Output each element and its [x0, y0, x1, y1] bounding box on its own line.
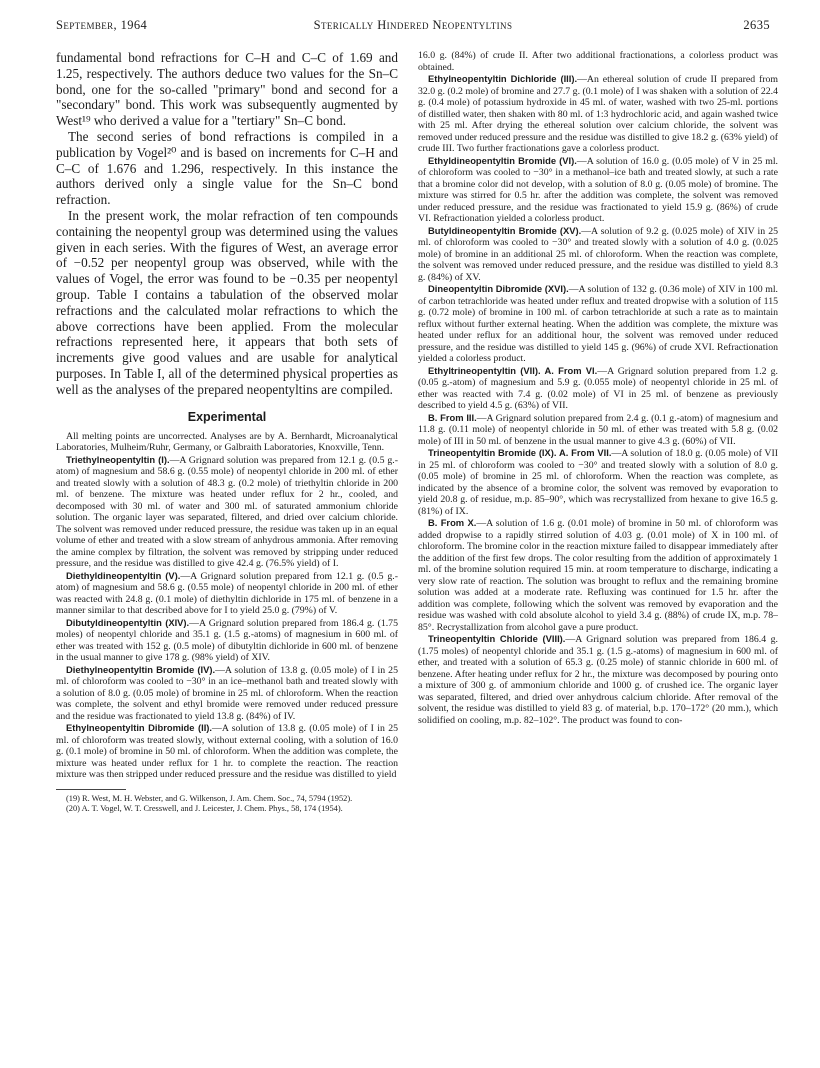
compound-heading: B. From X. — [428, 517, 477, 528]
procedure-text: —A solution of 132 g. (0.36 mole) of XIV in 100 ml. of carbon tetrachloride was heated under reflux and treated dropwise with a solution of 115 g. (0.72 mole) of bromine in 100 ml. of carbon tetrachloride at such a rate as to maintain reflux without further external heating. When the addition was complete, the mixture was heated under reflux for an additional hour, the solvent was removed under reduced pressure, and the residue was distilled to yield 145 g. (96%) of crude XVI. Refractionation yielded a colorless product. — [418, 284, 778, 364]
footnote-divider — [56, 789, 126, 790]
procedure-paragraph — [56, 570, 398, 617]
compound-heading: Dineopentyltin Dibromide (XVI). — [428, 283, 569, 294]
compound-heading: Butyldineopentyltin Bromide (XV). — [428, 224, 582, 236]
compound-heading: Triethylneopentyltin (I). — [66, 453, 170, 465]
experimental-text-continued — [418, 50, 778, 726]
section-heading: Experimental — [187, 409, 267, 424]
procedure-paragraph — [56, 454, 398, 570]
left-column — [56, 50, 398, 1062]
procedure-text: —A Grignard solution prepared from 1.2 g. (0.05 g.-atom) of magnesium and 5.9 g. (0.055 mole) of neopentyl chloride in 25 ml. of ether was reacted with 7.4 g. (0.02 mole) of VI in 25 ml. of benzene as previously described to yield 4.5 g. (63%) of VII. — [418, 365, 778, 411]
procedure-text: —A Grignard solution prepared from 2.4 g. (0.1 g.-atom) of magnesium and 11.8 g. (0.11 mole) of neopentyl chloride in 50 ml. of ether was treated with 5.8 g. (0.02 mole) of III in 50 ml. of benzene in the usual manner to give 4.3 g. (60%) of VII. — [418, 412, 778, 447]
procedure-paragraph — [56, 617, 398, 664]
procedure-paragraph — [418, 633, 778, 726]
page-number: 2635 — [743, 18, 770, 32]
experimental-text — [56, 431, 398, 781]
body-paragraph: fundamental bond refractions for C–H and C–C of 1.69 and 1.25, respectively. The authors deduce two values for the Sn–C bond, one for the so-called "primary" bond and second for a "secondary" bond. This work was subsequently augmented by West¹⁹ who derived a value for a "tertiary" Sn–C bond. — [56, 50, 398, 129]
procedure-paragraph — [56, 664, 398, 723]
procedure-paragraph — [418, 283, 778, 365]
header-title: Sterically Hindered Neopentyltins — [313, 18, 513, 32]
procedure-text: —A solution of 13.8 g. (0.05 mole) of I in 25 ml. of chloroform was cooled to −30° in an ice–methanol bath and treated slowly with a solution of 8.0 g. (0.05 mole) of bromine in 25 ml. of chloroform. When the reaction was complete, the solvent and ethyl bromide were removed under reduced pressure and the residue was fractionated to yield 13.8 g. (84%) of IV. — [56, 664, 398, 722]
procedure-text: —An ethereal solution of crude II prepared from 32.0 g. (0.2 mole) of bromine and 27.7 g. (0.1 mole) of I was shaken with a solution of 22.4 g. (0.4 mole) of potassium hydroxide in 45 ml. of water, washed with two 25-ml. portions of distilled water, then shaken with 80 ml. of 1:3 hydrochloric acid, and again washed twice with 25 ml. After drying the ethereal solution over calcium chloride, the solvent was removed under reduced pressure and the residue was distilled to give 18.2 g. (63% yield) of crude III. Two further fractionations gave a colorless product. — [418, 74, 778, 154]
procedure-text: —A solution of 9.2 g. (0.025 mole) of XIV in 25 ml. of chloroform was cooled to −30° and treated slowly with a solution of 4.0 g. (0.025 mole) of bromine in an additional 25 ml. of chloroform. When the reaction was complete, the solvent was removed under reduced pressure, and the residue was distilled to yield 8.3 g. (84%) of XV. — [418, 225, 778, 283]
procedure-paragraph — [418, 447, 778, 517]
body-paragraph: The second series of bond refractions is compiled in a publication by Vogel²⁰ and is based on increments for C–H and C–C of 1.676 and 1.296, respectively. In this instance the authors derived only a single value for the Sn–C bond refraction. — [56, 128, 398, 208]
footnote: (19) R. West, M. H. Webster, and G. Wilkenson, J. Am. Chem. Soc., 74, 5794 (1952). — [66, 793, 353, 803]
header-date: September, 1964 — [56, 18, 148, 32]
experimental-intro: All melting points are uncorrected. Analyses are by A. Bernhardt, Microanalytical Laboratories, Mulheim/Ruhr, Germany, or Galbraith Laboratories, Knoxville, Tenn. — [56, 430, 398, 454]
body-paragraph: In the present work, the molar refraction of ten compounds containing the neopentyl group was determined using the values given in each series. With the figures of West, an average error of −0.52 per neopentyl group was observed, while with the values of Vogel, the error was found to be −0.35 per neopentyl group. Table I contains a tabulation of the observed molar refractions and the calculated molar refractions to which the above corrections have been applied. From the molecular refractions represented here, it appears that both sets of increments give good values and are usable for analytical purposes. In Table I, all of the determined physical properties as well as the analyses of the prepared neopentyltins are compiled. — [56, 207, 398, 397]
right-column — [418, 50, 778, 1062]
procedure-paragraph — [418, 73, 778, 155]
procedure-text: —A solution of 1.6 g. (0.01 mole) of bromine in 50 ml. of chloroform was added dropwise to a rapidly stirred solution of 4.03 g. (0.01 mole) of X in 100 ml. of chloroform. The bromine color in the reaction mixture failed to disappear immediately after the addition of the first few drops. The color resulting from the addition of approximately 1 ml. of the bromine solution required 15 min. at room temperature to discharge, indicating a very slow rate of reaction. The solution was brought to reflux and the remaining bromine solution was added at a moderate rate. Refluxing was continued for 1.5 hr. after the addition was complete, following which the solvent was removed by evaporation and the residue was washed with cold absolute alcohol to yield 3.4 g. (88%) of crude IX, m.p. 78–85°. Recrystallization from alcohol gave a pure product. — [418, 518, 778, 633]
compound-heading: Diethyldineopentyltin (V). — [66, 569, 181, 581]
procedure-text: —A Grignard solution prepared from 12.1 g. (0.5 g.-atom) of magnesium and 58.6 g. (0.55 mole) of neopentyl chloride in 200 ml. of ether was reacted with 24.8 g. (0.1 mole) of diethyltin dichloride in 175 ml. of benzene in a manner similar to that described above for I to yield 25.0 g. (79%) of V. — [56, 570, 398, 617]
compound-heading: Ethylneopentyltin Dichloride (III). — [428, 73, 578, 84]
procedure-paragraph — [418, 517, 778, 633]
procedure-text: —A Grignard solution was prepared from 12.1 g. (0.5 g.-atom) of magnesium and 58.6 g. (0.55 mole) of neopentyl chloride in 200 ml. of ether and treated slowly with a solution of 48.3 g. (0.2 mole) of triethyltin chloride in 200 ml. of benzene. The mixture was heated under reflux for 2 hr., cooled, and decomposed with 30 ml. of water and 300 ml. of saturated ammonium chloride solution. The organic layer was separated, filtered, and dried over calcium chloride. The solvent was removed under reduced pressure, the residue was taken up in an equal volume of ether and treated with a slow stream of anhydrous ammonia. After removing the amine complex by filtration, the solvent was removed by stripping under reduced pressure, and the residue was distilled to give 42.4 g. (76.5% yield) of I. — [56, 454, 398, 570]
procedure-text: —A solution of 18.0 g. (0.05 mole) of VII in 25 ml. of chloroform was cooled to −30° and treated slowly with a solution of 8.0 g. (0.05 mole) of bromine in 25 ml. of chloroform. When the reaction was complete, as indicated by the absence of a bromine color, the solvent was removed by evaporation to yield 20.8 g. of residue, m.p. 85–90°, which was recrystallized from hexane to give 16.5 g. (81%) of IX. — [418, 448, 778, 517]
compound-heading: Ethyltrineopentyltin (VII). A. From VI. — [428, 364, 598, 376]
procedure-text: —A Grignard solution was prepared from 186.4 g. (1.75 moles) of neopentyl chloride and 35.1 g. (1.5 g.-atoms) of magnesium in 600 ml. of ether, and treated with a solution of 65.3 g. (0.25 mole) of stannic chloride in 600 ml. of benzene. After heating under reflux for 2 hr., the mixture was decomposed by pouring onto a mixture of 300 g. of ammonium chloride and 1000 g. of crushed ice. The organic layer was separated, filtered, and dried over anhydrous calcium chloride. After removal of the solvent, the residue was distilled to yield 83 g. of material, b.p. 170–172° (20 mm.), which solidified on cooling, m.p. 82–102°. The product was found to con- — [418, 634, 778, 726]
procedure-paragraph — [418, 225, 778, 284]
running-header — [56, 18, 770, 38]
procedure-text: —A solution of 16.0 g. (0.05 mole) of V in 25 ml. of chloroform was cooled to −30° in a methanol–ice bath and treated slowly, at such a rate that a bromine color did not develop, with a solution of 8.0 g. (0.05 mole) of bromine. The mixture was stirred for 0.5 hr. after the addition was complete, the solvent was removed under reduced pressure, and the residue was fractionated to yield 15.9 g. (86%) of crude VI. Refractionation yielded a colorless product. — [418, 155, 778, 224]
procedure-paragraph — [418, 155, 778, 225]
introduction-text — [56, 50, 398, 398]
procedure-text: —A Grignard solution prepared from 186.4 g. (1.75 moles) of neopentyl chloride and 35.1 g. (1.5 g.-atoms) of magnesium in 600 ml. of ether was treated with 152 g. (0.5 mole) of dibutyltin dichloride in 600 ml. of benzene in the usual manner to give 178 g. (98% yield) of XIV. — [56, 617, 398, 664]
compound-heading: Ethyldineopentyltin Bromide (VI). — [428, 154, 577, 166]
compound-heading: Dibutyldineopentyltin (XIV). — [66, 616, 190, 628]
continuation-paragraph: 16.0 g. (84%) of crude II. After two additional fractionations, a colorless product was obtained. — [418, 50, 778, 73]
compound-heading: Trineopentyltin Bromide (IX). A. From VII. — [428, 447, 612, 458]
compound-heading: Trineopentyltin Chloride (VIII). — [428, 633, 566, 644]
procedure-text: —A solution of 13.8 g. (0.05 mole) of I in 25 ml. of chloroform was treated slowly, without external cooling, with a solution of 16.0 g. (0.1 mole) of bromine in 50 ml. of chloroform. When the addition was complete, the mixture was heated under reflux for 1 hr. to complete the reaction. The reaction mixture was then stripped under reduced pressure and the residue was distilled to yield — [56, 723, 398, 781]
compound-heading: Ethylneopentyltin Dibromide (II). — [66, 722, 213, 734]
compound-heading: Diethylneopentyltin Bromide (IV). — [66, 663, 216, 675]
procedure-paragraph — [418, 412, 778, 448]
procedure-paragraph — [418, 365, 778, 412]
procedure-paragraph — [56, 722, 398, 781]
compound-heading: B. From III. — [428, 411, 477, 423]
footnote: (20) A. T. Vogel, W. T. Cresswell, and J. Leicester, J. Chem. Phys., 58, 174 (1954). — [66, 803, 343, 813]
